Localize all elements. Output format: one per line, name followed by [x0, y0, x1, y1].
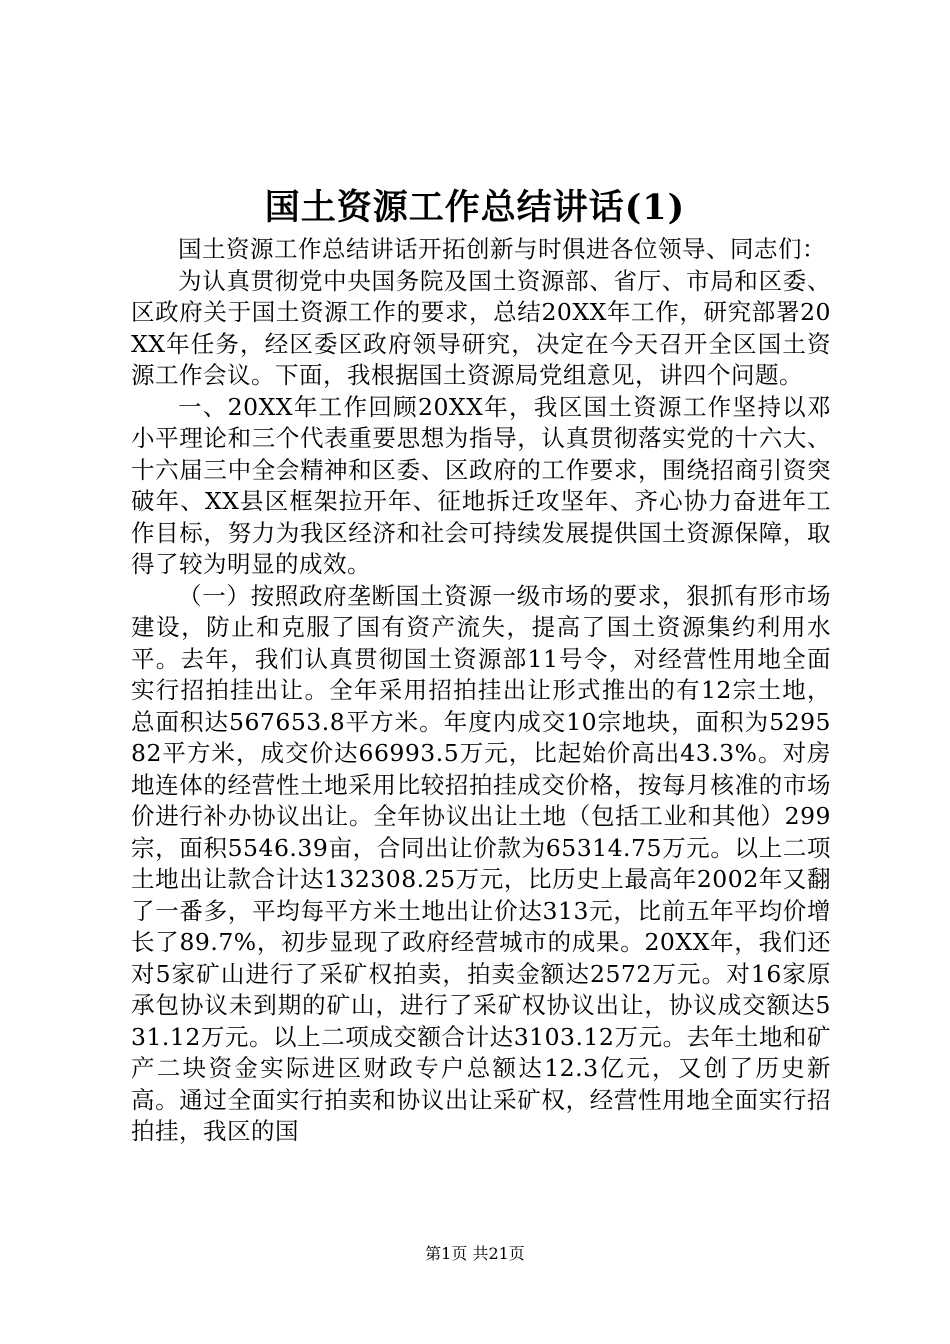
document-title: 国土资源工作总结讲话(1): [264, 187, 686, 228]
document-body: [131, 234, 831, 1148]
paragraph-salutation: 国土资源工作总结讲话开拓创新与时俱进各位领导、同志们：: [178, 235, 826, 263]
paragraph-subsection-one: （一）按照政府垄断国土资源一级市场的要求，狠抓有形市场建设，防止和克服了国有资产流失，提高了国土资源集约利用水平。去年，我们认真贯彻国土资源部11号令，对经营性用地全面实行招拍挂出让。全年采用招拍挂出让形式推出的有12宗土地，总面积达567653.8平方米。年度内成交10宗地块，面积为529582平方米，成交价达66993.5万元，比起始价高出43.3%。对房地连体的经营性土地采用比较招拍挂成交价格，按每月核准的市场价进行补办协议出让。全年协议出让土地（包括工业和其他）299宗，面积5546.39亩，合同出让价款为65314.75万元。以上二项土地出让款合计达132308.25万元，比历史上最高年2002年又翻了一番多，平均每平方米土地出让价达313元，比前五年平均价增长了89.7%，初步显现了政府经营城市的成果。20XX年，我们还对5家矿山进行了采矿权拍卖，拍卖金额达2572万元。对16家原承包协议未到期的矿山，进行了采矿权协议出让，协议成交额达531.12万元。以上二项成交额合计达3103.12万元。去年土地和矿产二块资金实际进区财政专户总额达12.3亿元，又创了历史新高。通过全面实行拍卖和协议出让采矿权，经营性用地全面实行招拍挂，我区的国: [131, 581, 831, 1145]
paragraph-intro: 为认真贯彻党中央国务院及国土资源部、省厅、市局和区委、区政府关于国土资源工作的要求，总结20XX年工作，研究部署20XX年任务，经区委区政府领导研究，决定在今天召开全区国土资源工作会议。下面，我根据国土资源局党组意见，讲四个问题。: [131, 266, 831, 389]
page-footer: 第1页 共21页: [425, 1244, 525, 1263]
paragraph-section-one: 一、20XX年工作回顾20XX年，我区国土资源工作坚持以邓小平理论和三个代表重要思想为指导，认真贯彻落实党的十六大、十六届三中全会精神和区委、区政府的工作要求，围绕招商引资突破年、XX县区框架拉开年、征地拆迁攻坚年、齐心协力奋进年工作目标，努力为我区经济和社会可持续发展提供国土资源保障，取得了较为明显的成效。: [131, 392, 831, 578]
